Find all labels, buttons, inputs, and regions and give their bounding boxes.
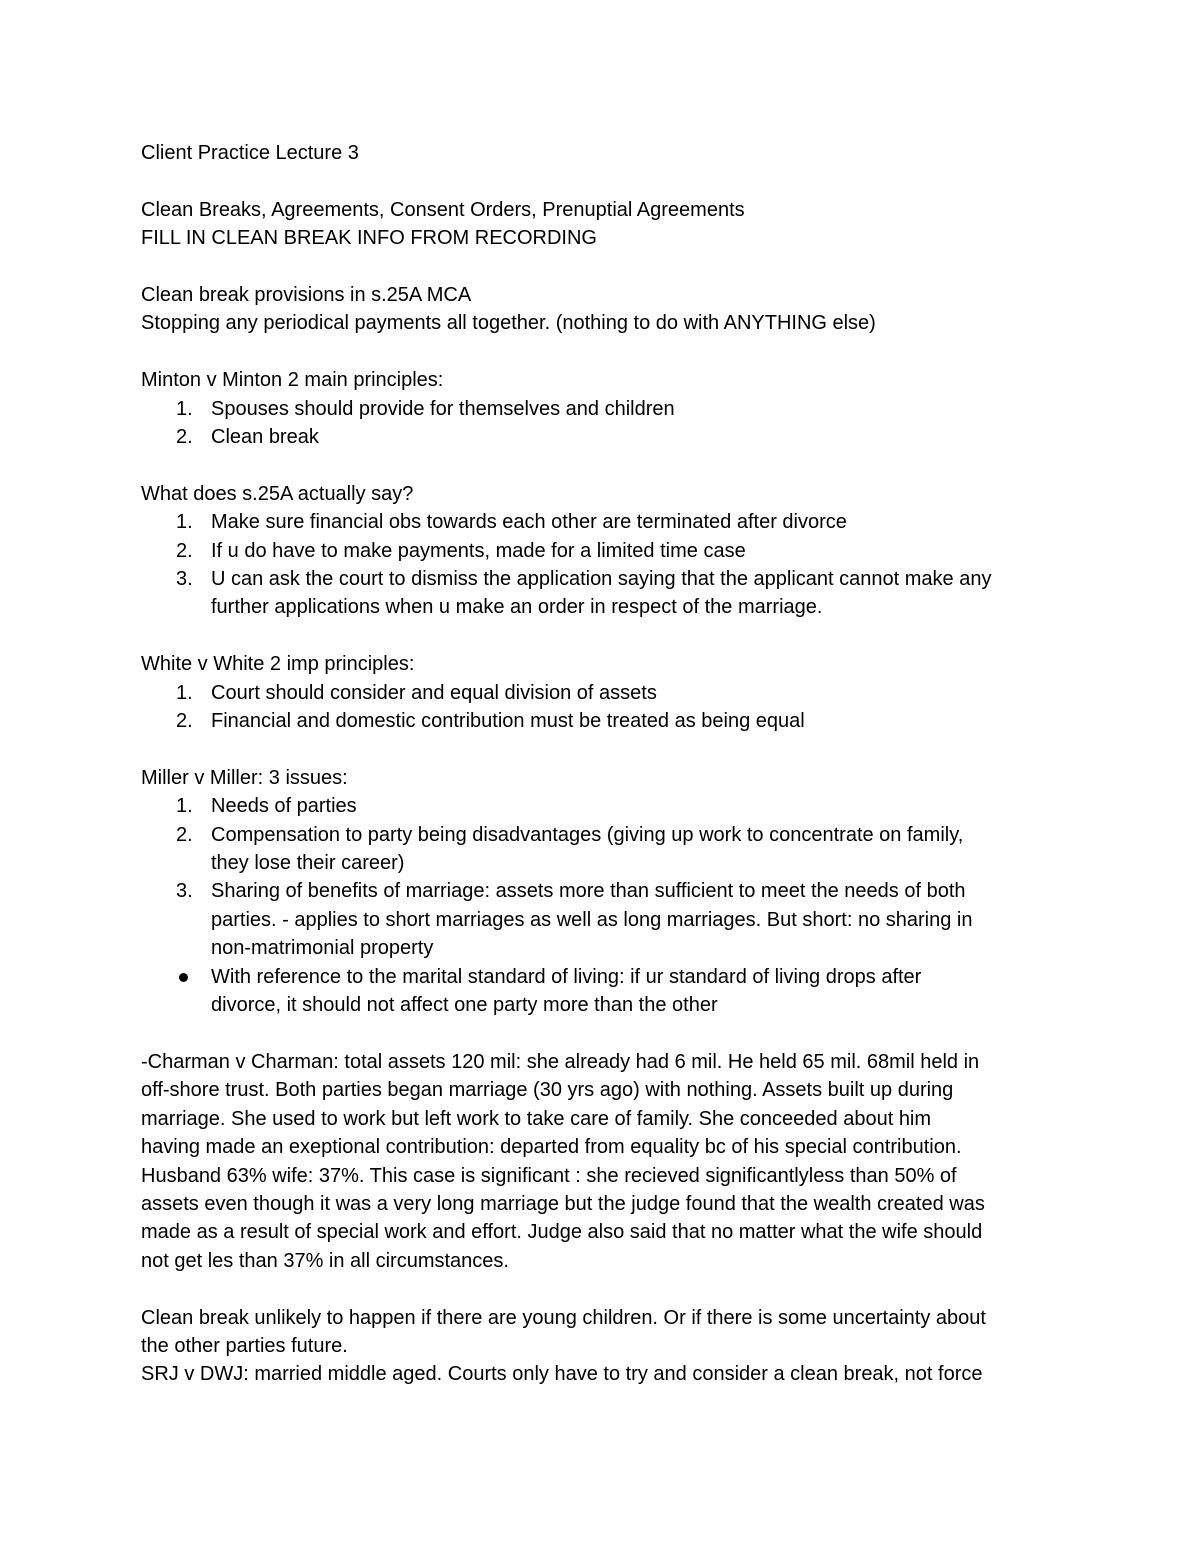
list-item — [141, 565, 1061, 622]
list-number: 1. — [176, 795, 193, 818]
list-item — [141, 821, 1061, 878]
list-item-text: Make sure financial obs towards each other are terminated after divorce — [211, 511, 847, 534]
paragraph-line: having made an exeptional contribution: departed from equality bc of his special contribution. — [141, 1136, 962, 1159]
list-number: 2. — [176, 823, 193, 846]
list-item-text: Financial and domestic contribution must be treated as being equal — [211, 710, 805, 733]
list-item — [141, 508, 1061, 536]
paragraph-line: marriage. She used to work but left work to take care of family. She conceeded about him — [141, 1107, 932, 1130]
list-item-text-line: further applications when u make an order in respect of the marriage. — [211, 596, 823, 619]
paragraph-line: SRJ v DWJ: married middle aged. Courts only have to try and consider a clean break, not force — [141, 1363, 983, 1386]
list-item-text: If u do have to make payments, made for a limited time case — [211, 539, 746, 562]
list-item-text-line: Compensation to party being disadvantages (giving up work to concentrate on family, — [211, 823, 964, 846]
bullet-dot-icon — [179, 973, 188, 982]
s25a-list — [141, 508, 1061, 622]
list-number: 1. — [176, 511, 193, 534]
list-number: 2. — [176, 426, 193, 449]
minton-list — [141, 395, 1061, 452]
list-item-text: Spouses should provide for themselves and children — [211, 397, 675, 420]
list-item-text-line: Sharing of benefits of marriage: assets more than sufficient to meet the needs of both — [211, 880, 966, 903]
document-body — [141, 139, 1061, 1389]
spacer — [141, 167, 1061, 195]
list-item-text: Clean break — [211, 426, 319, 449]
spacer — [141, 735, 1061, 763]
list-item — [141, 792, 1061, 820]
document-title: Client Practice Lecture 3 — [141, 142, 359, 164]
list-item — [141, 707, 1061, 735]
clean-break-heading: Clean break provisions in s.25A MCA — [141, 284, 472, 306]
list-item-text-line: Needs of parties — [211, 795, 357, 818]
list-item — [141, 679, 1061, 707]
paragraph-line: off-shore trust. Both parties began marriage (30 yrs ago) with nothing. Assets built up during — [141, 1079, 954, 1102]
s25a-heading: What does s.25A actually say? — [141, 482, 414, 505]
spacer — [141, 1020, 1061, 1048]
minton-heading: Minton v Minton 2 main principles: — [141, 369, 444, 392]
list-item-text-line: non-matrimonial property — [211, 937, 434, 960]
list-item — [141, 877, 1061, 962]
clean-break-text: Stopping any periodical payments all together. (nothing to do with ANYTHING else) — [141, 312, 876, 335]
charman-paragraph — [141, 1048, 1061, 1275]
paragraph-line: Clean break unlikely to happen if there are young children. Or if there is some uncertainty about — [141, 1306, 986, 1329]
list-item — [141, 423, 1061, 451]
spacer — [141, 253, 1061, 281]
list-item — [141, 537, 1061, 565]
spacer — [141, 622, 1061, 650]
bullet-item-text-line: divorce, it should not affect one party more than the other — [211, 994, 718, 1017]
topics-line: Clean Breaks, Agreements, Consent Orders, Prenuptial Agreements — [141, 198, 745, 221]
bullet-item-text-line: With reference to the marital standard of living: if ur standard of living drops after — [211, 965, 922, 988]
spacer — [141, 338, 1061, 366]
miller-heading: Miller v Miller: 3 issues: — [141, 766, 348, 789]
list-item — [141, 395, 1061, 423]
spacer — [141, 1275, 1061, 1303]
bullet-item — [141, 963, 1061, 1020]
list-item-text-line: U can ask the court to dismiss the application saying that the applicant cannot make any — [211, 568, 992, 591]
todo-note: FILL IN CLEAN BREAK INFO FROM RECORDING — [141, 227, 597, 250]
paragraph-line: the other parties future. — [141, 1334, 348, 1357]
paragraph-line: -Charman v Charman: total assets 120 mil: she already had 6 mil. He held 65 mil. 68mil held in — [141, 1050, 980, 1073]
white-list — [141, 679, 1061, 736]
miller-list — [141, 792, 1061, 1019]
list-number: 2. — [176, 710, 193, 733]
list-number: 1. — [176, 397, 193, 420]
list-number: 2. — [176, 539, 193, 562]
white-heading: White v White 2 imp principles: — [141, 653, 415, 676]
paragraph-line: assets even though it was a very long marriage but the judge found that the wealth created was — [141, 1192, 985, 1215]
list-item-text: Court should consider and equal division of assets — [211, 681, 657, 704]
list-number: 1. — [176, 681, 193, 704]
closing-paragraph — [141, 1304, 1061, 1389]
spacer — [141, 451, 1061, 479]
list-number: 3. — [176, 880, 193, 903]
list-item-text-line: they lose their career) — [211, 852, 405, 875]
paragraph-line: Husband 63% wife: 37%. This case is significant : she recieved significantlyless than 50% of — [141, 1164, 957, 1187]
list-item-text-line: parties. - applies to short marriages as well as long marriages. But short: no sharing in — [211, 908, 973, 931]
paragraph-line: not get les than 37% in all circumstances. — [141, 1249, 509, 1272]
paragraph-line: made as a result of special work and effort. Judge also said that no matter what the wife should — [141, 1221, 983, 1244]
list-number: 3. — [176, 568, 193, 591]
